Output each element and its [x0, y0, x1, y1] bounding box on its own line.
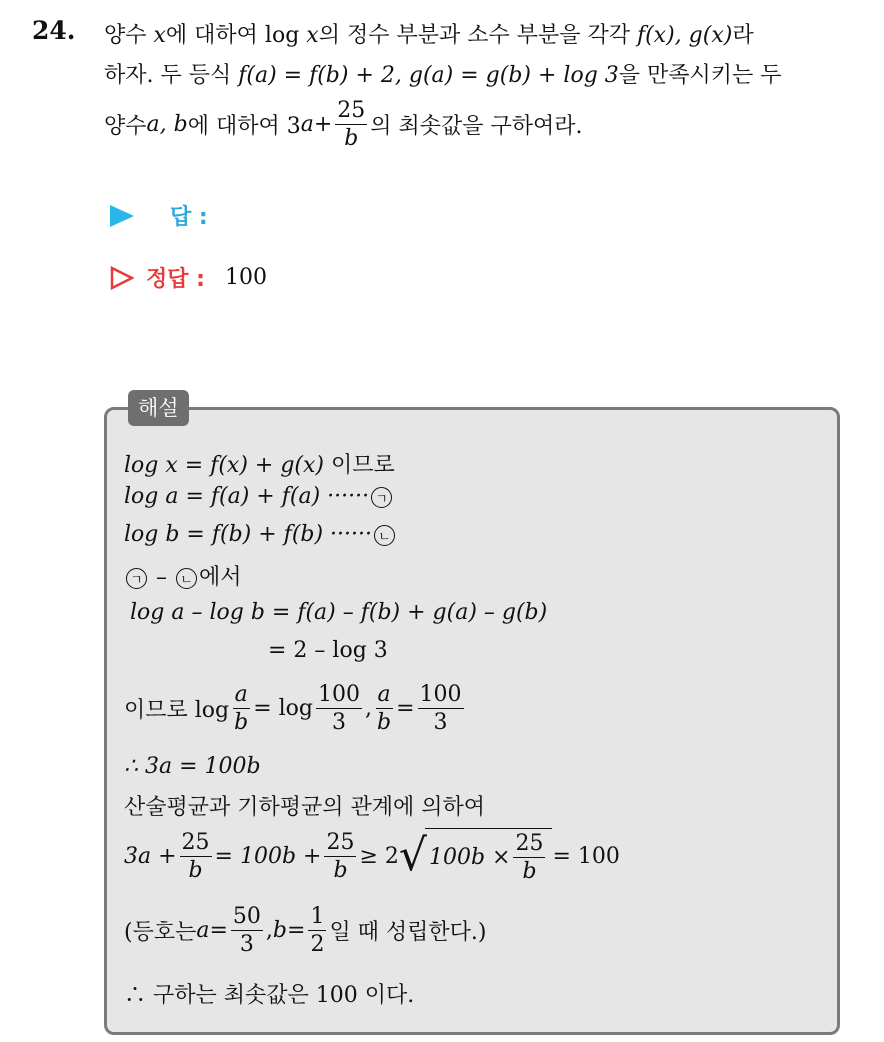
equations: f(a) = f(b) + 2, g(a) = g(b) + log 3	[238, 63, 619, 88]
text: 에 대하여 3	[187, 114, 301, 140]
denominator: b	[522, 859, 537, 885]
problem-line-1	[104, 18, 754, 49]
numerator: a	[376, 682, 393, 709]
comma: ,	[365, 696, 373, 722]
text: 의 최솟값을 구하여라.	[370, 114, 583, 140]
denominator: b	[344, 126, 359, 152]
eq: log a = f(a) + f(a) ······	[124, 484, 370, 509]
fraction	[231, 904, 263, 958]
fraction	[180, 830, 212, 884]
text: 이므로	[323, 453, 395, 478]
solution-line-4	[124, 560, 242, 591]
fraction	[513, 831, 545, 885]
text: (등호는	[124, 920, 197, 946]
fraction	[232, 682, 250, 736]
denominator: b	[333, 857, 348, 883]
minus: –	[149, 565, 174, 590]
solution-line-9: 산술평균과 기하평균의 관계에 의하여	[124, 795, 486, 820]
denominator: b	[234, 710, 249, 736]
text: 양수	[104, 23, 154, 48]
denominator: 3	[239, 932, 254, 958]
denominator: 3	[433, 710, 448, 736]
text: ≥ 2	[359, 843, 399, 869]
eq: log x = f(x) + g(x)	[124, 453, 324, 478]
problem-line-3	[104, 98, 583, 152]
solution-line-2	[124, 484, 394, 509]
problem-line-2	[104, 58, 782, 89]
fraction	[316, 682, 362, 736]
solution-line-7	[124, 682, 467, 736]
vars-ab: a, b	[146, 112, 188, 138]
solution-line-1	[124, 448, 395, 479]
comma: ,	[265, 918, 273, 944]
equals: =	[396, 696, 415, 722]
text: = log	[253, 696, 314, 722]
text: 을 만족시키는 두	[618, 63, 782, 88]
eq: log b = f(b) + f(b) ······	[124, 522, 373, 547]
plus: +	[313, 112, 333, 138]
answer-label: 답 :	[170, 205, 208, 230]
function-names: f(x), g(x)	[636, 23, 733, 48]
text: 이다.	[357, 983, 415, 1008]
min-value: 100	[315, 983, 358, 1008]
var-a: a	[196, 918, 210, 944]
equals: =	[287, 918, 306, 944]
radical-icon: √	[398, 830, 427, 882]
answer-row	[110, 200, 208, 231]
text: = 100b +	[214, 843, 322, 869]
solution-line-8: ∴ 3a = 100b	[124, 754, 261, 779]
problem-number: 24.	[32, 16, 76, 45]
solution-line-5: log a – log b = f(a) – f(b) + g(a) – g(b)	[130, 600, 548, 625]
text: 에 대하여 log	[165, 23, 307, 48]
solution-line-11	[124, 904, 487, 958]
circled-mark: ㄴ	[176, 568, 197, 589]
var-x: x	[306, 23, 319, 48]
numerator: 25	[335, 98, 367, 125]
text: 100b ×	[428, 845, 511, 871]
fraction	[375, 682, 393, 736]
text: 라	[732, 23, 754, 48]
numerator: a	[233, 682, 250, 709]
denominator: 3	[332, 710, 347, 736]
play-icon	[110, 205, 134, 227]
text: 에서	[199, 565, 242, 590]
solution-line-12	[124, 978, 414, 1009]
outline-triangle-icon	[110, 266, 134, 290]
numerator: 100	[316, 682, 362, 709]
var-a: a	[300, 112, 314, 138]
numerator: 25	[180, 830, 212, 857]
numerator: 1	[308, 904, 326, 931]
text: 하자. 두 등식	[104, 63, 239, 88]
equals: =	[209, 918, 228, 944]
numerator: 25	[324, 830, 356, 857]
solution-tag: 해설	[128, 390, 189, 426]
circled-mark: ㄴ	[374, 525, 395, 546]
correct-answer-row	[110, 262, 267, 293]
var-b: b	[272, 918, 287, 944]
numerator: 25	[513, 831, 545, 858]
var-x: x	[153, 23, 166, 48]
radicand	[425, 828, 553, 885]
numerator: 100	[418, 682, 464, 709]
text: 양수	[104, 114, 147, 140]
text: = 100	[552, 843, 620, 869]
text: 3a +	[124, 843, 177, 869]
solution-line-3	[124, 522, 397, 547]
fraction	[308, 904, 326, 958]
circled-mark: ㄱ	[371, 487, 392, 508]
text: 의 정수 부분과 소수 부분을 각각	[318, 23, 637, 48]
fraction	[324, 830, 356, 884]
fraction	[418, 682, 464, 736]
denominator: b	[188, 857, 203, 883]
text: ∴ 구하는 최솟값은	[124, 983, 316, 1008]
circled-mark: ㄱ	[126, 568, 147, 589]
correct-answer-value: 100	[224, 265, 267, 290]
solution-line-6: = 2 – log 3	[268, 638, 388, 663]
correct-answer-label: 정답 :	[146, 267, 205, 292]
denominator: b	[377, 710, 392, 736]
fraction	[335, 98, 367, 152]
square-root	[399, 828, 553, 885]
solution-line-10	[124, 828, 620, 885]
denominator: 2	[310, 932, 325, 958]
text: 이므로 log	[124, 698, 230, 724]
numerator: 50	[231, 904, 263, 931]
text: 일 때 성립한다.)	[329, 920, 487, 946]
